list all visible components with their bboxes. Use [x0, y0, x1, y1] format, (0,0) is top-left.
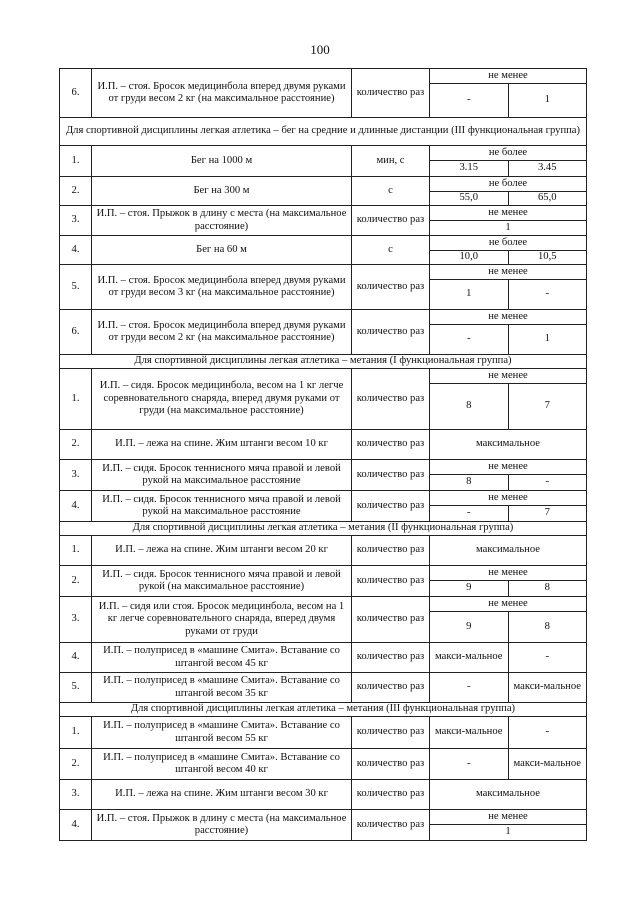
- unit-cell: с: [352, 177, 430, 205]
- unit-cell: количество раз: [352, 206, 430, 235]
- result-split: [430, 84, 586, 117]
- row-number: 1.: [60, 369, 92, 429]
- result-cell: [430, 717, 587, 748]
- unit-cell: с: [352, 236, 430, 264]
- result-cell: [430, 430, 587, 459]
- row-number: 1.: [60, 717, 92, 748]
- test-description: И.П. – лежа на спине. Жим штанги весом 20 кг: [92, 536, 352, 565]
- standards-table: [59, 68, 587, 841]
- result-header: не менее: [430, 597, 586, 612]
- row-number: 6.: [60, 310, 92, 354]
- unit-cell: количество раз: [352, 369, 430, 429]
- table-row: [60, 780, 587, 810]
- row-number: 5.: [60, 673, 92, 702]
- result-cell: [430, 780, 587, 809]
- result-header: не менее: [430, 310, 586, 325]
- result-boys: -: [466, 757, 471, 769]
- result-boys: 1: [466, 288, 472, 300]
- table-row: [60, 236, 587, 265]
- test-description: И.П. – сидя. Бросок медицинбола, весом на 1 кг легче соревновательного снаряда, вперед двумя руками от груди (на максимальное расстояние): [92, 369, 352, 429]
- unit-cell: количество раз: [352, 749, 430, 779]
- test-description: И.П. – лежа на спине. Жим штанги весом 30 кг: [92, 780, 352, 809]
- unit-cell: количество раз: [352, 430, 430, 459]
- unit-cell: количество раз: [352, 810, 430, 840]
- table-row: [60, 749, 587, 780]
- table-row: [60, 717, 587, 749]
- test-description: И.П. – полуприсед в «машине Смита». Вставание со штангой весом 35 кг: [92, 673, 352, 702]
- section-heading: Для спортивной дисциплины легкая атлетика – метания (I функциональная группа): [60, 355, 587, 369]
- test-description: И.П. – сидя. Бросок теннисного мяча правой и левой рукой на максимальное расстояние: [92, 491, 352, 521]
- result-cell: [430, 236, 587, 264]
- section-heading: Для спортивной дисциплины легкая атлетика – метания (III функциональная группа): [60, 703, 587, 717]
- result-boys: 9: [466, 620, 472, 632]
- result-cell: [430, 69, 587, 117]
- result-split: [430, 749, 586, 779]
- result-cell: [430, 491, 587, 521]
- unit-cell: количество раз: [352, 491, 430, 521]
- result-header: не менее: [430, 265, 586, 280]
- result-cell: [430, 749, 587, 779]
- result-split: [430, 251, 586, 264]
- test-description: И.П. – стоя. Бросок медицинбола вперед двумя руками от груди весом 2 кг (на максимальное расстояние): [92, 310, 352, 354]
- unit-cell: количество раз: [352, 673, 430, 702]
- result-header: не менее: [430, 460, 586, 475]
- row-number: 5.: [60, 265, 92, 309]
- row-number: 3.: [60, 460, 92, 490]
- result-cell: [430, 536, 587, 565]
- test-description: И.П. – стоя. Прыжок в длину с места (на максимальное расстояние): [92, 810, 352, 840]
- result-split: [430, 673, 586, 702]
- result-boys: -: [466, 507, 471, 519]
- result-girls: 8: [508, 612, 587, 642]
- test-description: И.П. – сидя. Бросок теннисного мяча правой и левой рукой на максимальное расстояние: [92, 460, 352, 490]
- test-description: И.П. – полуприсед в «машине Смита». Вставание со штангой весом 55 кг: [92, 717, 352, 748]
- row-number: 2.: [60, 177, 92, 205]
- table-row: [60, 430, 587, 460]
- table-row: [60, 491, 587, 522]
- result-boys: 10,0: [459, 251, 479, 263]
- result-cell: [430, 206, 587, 235]
- result-value: 1: [505, 826, 511, 838]
- table-row: [60, 177, 587, 206]
- row-number: 3.: [60, 780, 92, 809]
- unit-cell: количество раз: [352, 460, 430, 490]
- test-description: И.П. – сидя. Бросок теннисного мяча правой и левой рукой (на максимальное расстояние): [92, 566, 352, 596]
- unit-cell: количество раз: [352, 69, 430, 117]
- result-boys: 55,0: [459, 192, 479, 204]
- unit-cell: количество раз: [352, 566, 430, 596]
- result-split: [430, 280, 586, 309]
- result-header: не более: [430, 177, 586, 192]
- section-heading: Для спортивной дисциплины легкая атлетика – бег на средние и длинные дистанции (III функциональная группа): [60, 118, 587, 146]
- result-split: [430, 581, 586, 596]
- result-boys: макси-мальное: [435, 651, 503, 663]
- result-header: не более: [430, 146, 586, 161]
- result-split: [430, 384, 586, 429]
- result-cell: [430, 597, 587, 642]
- result-split: [430, 325, 586, 354]
- table-row: [60, 69, 587, 118]
- result-girls: 8: [508, 581, 587, 596]
- unit-cell: количество раз: [352, 536, 430, 565]
- unit-cell: количество раз: [352, 265, 430, 309]
- result-header: не более: [430, 236, 586, 251]
- test-description: И.П. – стоя. Бросок медицинбола вперед двумя руками от груди весом 2 кг (на максимальное расстояние): [92, 69, 352, 117]
- unit-cell: количество раз: [352, 717, 430, 748]
- result-boys: 3.15: [459, 162, 479, 174]
- result-girls: -: [508, 643, 587, 672]
- result-header: не менее: [430, 491, 586, 506]
- result-split: [430, 717, 586, 748]
- row-number: 2.: [60, 430, 92, 459]
- result-boys: -: [466, 681, 471, 693]
- unit-cell: количество раз: [352, 643, 430, 672]
- result-split: [430, 475, 586, 490]
- result-girls: -: [508, 717, 587, 748]
- result-boys: 9: [466, 582, 472, 594]
- result-value: максимальное: [476, 544, 540, 556]
- result-cell: [430, 673, 587, 702]
- test-description: Бег на 300 м: [92, 177, 352, 205]
- test-description: И.П. – полуприсед в «машине Смита». Вставание со штангой весом 40 кг: [92, 749, 352, 779]
- row-number: 4.: [60, 236, 92, 264]
- unit-cell: количество раз: [352, 780, 430, 809]
- result-split: [430, 643, 586, 672]
- table-row: [60, 673, 587, 703]
- result-cell: [430, 566, 587, 596]
- result-split: [430, 612, 586, 642]
- test-description: Бег на 1000 м: [92, 146, 352, 176]
- result-boys: 8: [466, 400, 472, 412]
- result-split: [430, 161, 586, 176]
- result-value: максимальное: [476, 788, 540, 800]
- result-boys: -: [466, 94, 471, 106]
- result-cell: [430, 369, 587, 429]
- section-heading: Для спортивной дисциплины легкая атлетика – метания (II функциональная группа): [60, 522, 587, 536]
- row-number: 2.: [60, 749, 92, 779]
- result-girls: макси-мальное: [508, 749, 587, 779]
- result-girls: макси-мальное: [508, 673, 587, 702]
- result-cell: [430, 310, 587, 354]
- test-description: И.П. – стоя. Прыжок в длину с места (на максимальное расстояние): [92, 206, 352, 235]
- row-number: 4.: [60, 810, 92, 840]
- result-girls: 1: [508, 84, 587, 117]
- result-cell: [430, 265, 587, 309]
- result-girls: 3.45: [508, 161, 587, 176]
- test-description: И.П. – полуприсед в «машине Смита». Вставание со штангой весом 45 кг: [92, 643, 352, 672]
- table-row: [60, 536, 587, 566]
- result-header: не менее: [430, 206, 586, 221]
- table-row: [60, 310, 587, 355]
- result-cell: [430, 460, 587, 490]
- result-header: не менее: [430, 69, 586, 84]
- result-cell: [430, 810, 587, 840]
- result-split: [430, 192, 586, 205]
- result-cell: [430, 146, 587, 176]
- result-value: 1: [505, 221, 511, 233]
- table-row: [60, 643, 587, 673]
- table-row: [60, 265, 587, 310]
- result-cell: [430, 177, 587, 205]
- test-description: И.П. – лежа на спине. Жим штанги весом 10 кг: [92, 430, 352, 459]
- table-row: [60, 146, 587, 177]
- result-girls: 7: [508, 384, 587, 429]
- page-number: 100: [310, 42, 330, 57]
- table-row: [60, 810, 587, 841]
- result-header: не менее: [430, 566, 586, 581]
- row-number: 3.: [60, 206, 92, 235]
- result-split: [430, 506, 586, 521]
- table-row: [60, 597, 587, 643]
- row-number: 4.: [60, 491, 92, 521]
- test-description: Бег на 60 м: [92, 236, 352, 264]
- result-boys: 8: [466, 476, 472, 488]
- table-row: [60, 460, 587, 491]
- row-number: 1.: [60, 146, 92, 176]
- result-girls: -: [508, 280, 587, 309]
- result-girls: 7: [508, 506, 587, 521]
- result-cell: [430, 643, 587, 672]
- table-row: [60, 566, 587, 597]
- row-number: 1.: [60, 536, 92, 565]
- row-number: 6.: [60, 69, 92, 117]
- result-boys: -: [466, 333, 471, 345]
- test-description: И.П. – сидя или стоя. Бросок медицинбола, весом на 1 кг легче соревновательного снаряда, вперед двумя руками от груди: [92, 597, 352, 642]
- unit-cell: количество раз: [352, 597, 430, 642]
- result-header: не менее: [430, 810, 586, 825]
- unit-cell: мин, с: [352, 146, 430, 176]
- result-header: не менее: [430, 369, 586, 384]
- test-description: И.П. – стоя. Бросок медицинбола вперед двумя руками от груди весом 3 кг (на максимальное расстояние): [92, 265, 352, 309]
- result-girls: 1: [508, 325, 587, 354]
- result-girls: 65,0: [508, 192, 587, 205]
- result-girls: 10,5: [508, 251, 587, 264]
- table-row: [60, 369, 587, 430]
- table-row: [60, 206, 587, 236]
- result-boys: макси-мальное: [435, 726, 503, 738]
- result-value: максимальное: [476, 438, 540, 450]
- row-number: 4.: [60, 643, 92, 672]
- result-girls: -: [508, 475, 587, 490]
- row-number: 2.: [60, 566, 92, 596]
- unit-cell: количество раз: [352, 310, 430, 354]
- row-number: 3.: [60, 597, 92, 642]
